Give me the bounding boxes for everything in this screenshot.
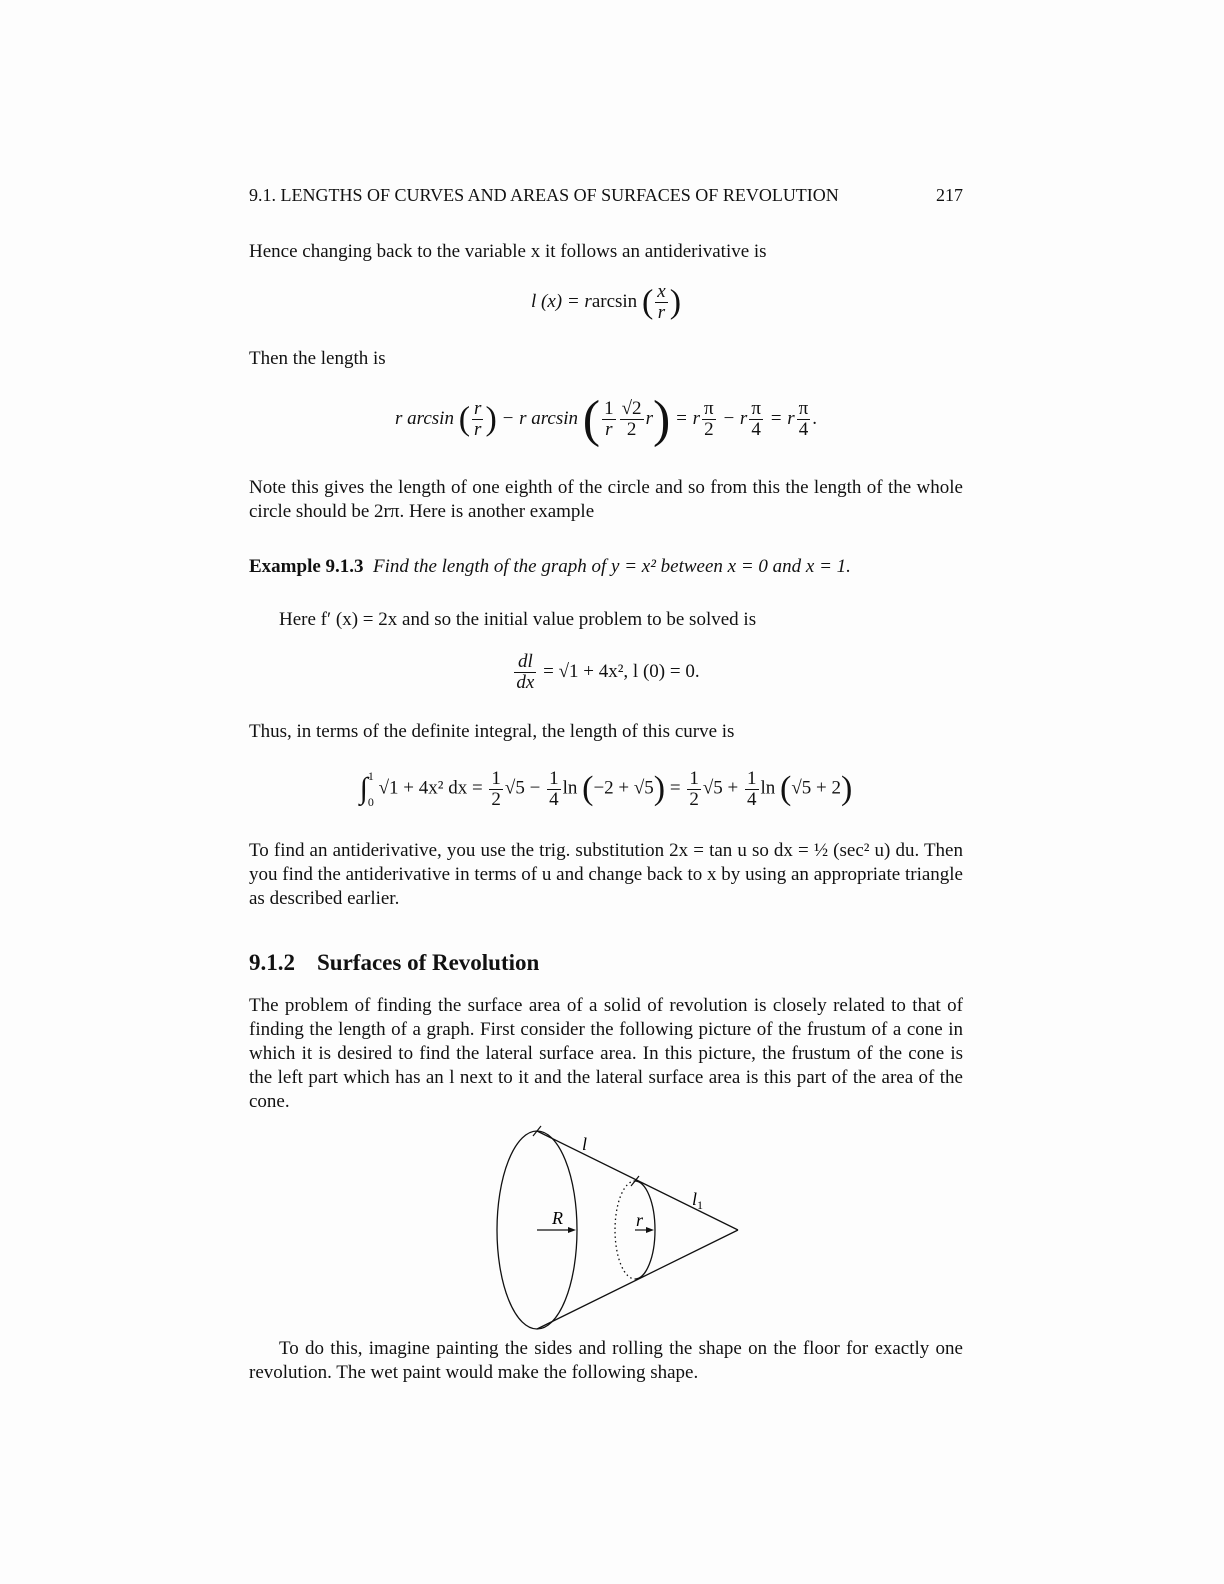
eq2-inner-num1: 1 [604,398,614,419]
eq2-pi-1: π [704,398,714,419]
eq2-term1-den: r [474,419,482,440]
eq2-pi-2: π [751,398,761,419]
eq4-half-num: 1 [491,767,501,789]
paragraph-7: The problem of finding the surface area of a solid of revolution is closely related to that of finding the length of a graph. First consider the following picture of the frustum of a cone in which it is desired to find the lateral surface area. In this picture, the frustum of the cone is the left part which has an l next to it and the lateral surface area is this part of the area of the cone. [249,995,963,1112]
eq2-four-2: 4 [798,419,809,440]
example-statement: Find the length of the graph of y = x² between x = 0 and x = 1. [373,556,851,577]
eq1-lhs: l (x) = r [530,290,592,312]
paragraph-8: To do this, imagine painting the sides and rolling the shape on the floor for exactly one revolution. The wet paint would make the following shape. [249,1338,963,1383]
label-l: l [582,1134,588,1154]
eq4-half-num-2: 1 [689,767,699,789]
running-header [249,185,963,206]
equation-antiderivative: l (x) = rarcsin ( $\frac{x}{r}$ ) [530,281,682,323]
header-section-title: 9.1. LENGTHS OF CURVES AND AREAS OF SURFACES OF REVOLUTION [249,185,839,205]
eq4-ln2: ln [760,777,776,799]
paragraph-3: Note this gives the length of one eighth of the circle and so from this the length of the whole circle should be 2rπ. Here is another example [249,477,963,522]
paragraph-5: Thus, in terms of the definite integral, the length of this curve is [249,721,735,742]
eq2-pi-3: π [798,398,809,419]
eq3-rhs: = √1 + 4x², l (0) = 0. [543,660,700,682]
paragraph-4: Here f′ (x) = 2x and so the initial value problem to be solved is [279,609,757,630]
eq2-eq-r2: = r [769,407,795,429]
equation-ivp [249,652,963,693]
eq2-four-1: 4 [751,419,761,440]
eq4-sqrt5: √5 − [504,777,541,799]
section-title: Surfaces of Revolution [317,950,540,975]
eq4-integral-sign: ∫ [359,772,368,805]
eq4-half-den: 2 [491,788,501,810]
label-r: r [636,1210,644,1230]
eq4-half-den-2: 2 [689,788,699,810]
example-label: Example 9.1.3 [249,556,364,577]
eq2-eq-r1: = r [675,407,701,429]
section-number: 9.1.2 [249,950,295,975]
paragraph-1: Hence changing back to the variable x it follows an antiderivative is [249,241,767,262]
eq4-eq: = [669,777,681,799]
eq4-lower: 0 [367,795,374,809]
label-R: R [552,1208,563,1228]
R-arrow-head [568,1227,576,1233]
eq4-arg2: √5 + 2 [791,777,842,799]
small-ellipse-back [615,1181,635,1279]
eq4-quarter-num-2: 1 [747,767,757,789]
eq4-arg1: −2 + √5 [593,777,654,799]
eq4-quarter-den: 4 [549,788,559,810]
equation-integral: ∫ 1 0 √1 + 4x² dx = $\frac{1}{2}$ √5 − $\frac{1}{4}$ ln (−2 + √5) = $\frac{1}{2}$ √5 + $\frac{1}{4}$ ln (√5 + 2) [249,763,963,815]
eq3-num: dl [518,651,533,672]
paragraph-6: To find an antiderivative, you use the trig. substitution 2x = tan u so dx = ½ (sec² u) du. Then you find the antiderivative in terms of u and change back to x by using an appropriate triangle as described earlier. [249,840,963,909]
eq1-den: r [657,302,666,323]
paragraph-2: Then the length is [249,348,386,369]
eq2-inner-den1: r [605,419,613,440]
eq1-num: x [657,281,666,302]
page-number: 217 [936,185,963,205]
label-l1: $l_1$ [692,1189,704,1212]
eq1-fn: arcsin [591,290,638,312]
section-heading [249,950,539,976]
eq4-quarter-num: 1 [549,767,559,789]
eq3-den: dx [516,672,535,693]
eq4-upper: 1 [367,769,374,783]
equation-length: r arcsin ( $\frac{r}{r}$ ) − r arcsin ( $\frac{1}{r}$ $\frac{√2}{2}$ r) = r $\frac{\pi}{2}$ − r $\frac{\pi}{4}$ = r $\frac{\pi}{4}$ . [395,391,817,448]
eq2-term1-prefix: r arcsin [395,407,454,429]
cone-bottom-edge [537,1230,738,1329]
eq2-inner-num2: √2 [621,398,642,419]
r-arrow-head [646,1227,654,1233]
eq2-inner-r: r [645,407,653,429]
example-9-1-3 [249,555,963,579]
eq2-inner-den2: 2 [626,419,637,440]
frustum-cone-figure [480,1120,760,1340]
eq2-end: . [812,407,817,429]
eq4-integrand: √1 + 4x² dx = [378,777,483,799]
eq2-minus: − r arcsin [501,407,579,429]
eq2-two: 2 [704,419,714,440]
eq4-ln1: ln [562,777,578,799]
eq4-sqrt5b: √5 + [702,777,739,799]
eq4-quarter-den-2: 4 [747,788,757,810]
eq2-minus-r: − r [722,407,748,429]
eq2-term1-num: r [474,398,482,419]
